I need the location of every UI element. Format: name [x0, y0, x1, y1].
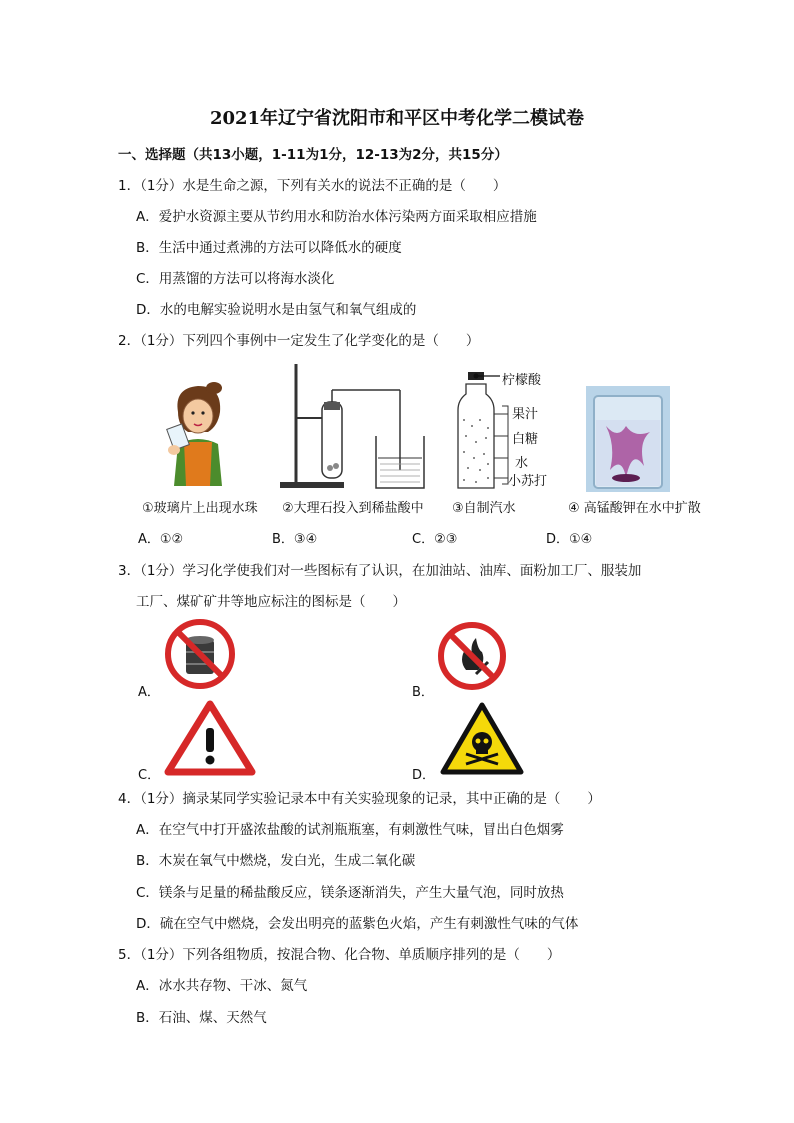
page-title: 2021年辽宁省沈阳市和平区中考化学二模试卷 — [209, 108, 585, 129]
caption-2: ②大理石投入到稀盐酸中 — [282, 501, 424, 516]
q5-option-a: A．冰水共存物、干冰、氮气 — [136, 978, 308, 994]
q2-option-b: B．③④ — [272, 532, 318, 547]
q4-option-c: C．镁条与足量的稀盐酸反应，镁条逐渐消失，产生大量气泡，同时放热 — [136, 885, 564, 901]
no-oil-drum-sign — [164, 618, 236, 690]
q3-option-c: C． — [138, 768, 161, 783]
label-water: 水 — [515, 456, 529, 471]
label-citric-acid: 柠檬酸 — [502, 373, 542, 388]
q1-option-a: A．爱护水资源主要从节约用水和防治水体污染两方面采取相应措施 — [136, 209, 537, 225]
section-heading: 一、选择题（共13小题，1-11为1分，12-13为2分，共15分） — [118, 147, 508, 163]
q3-stem-line2: 工厂、煤矿矿井等地应标注的图标是（ ） — [136, 594, 406, 610]
q1-stem: 1．（1分）水是生命之源，下列有关水的说法不正确的是（ ） — [118, 178, 507, 194]
q3-option-b: B． — [412, 685, 434, 700]
girl-glass-figure — [160, 382, 232, 490]
permanganate-beaker-figure — [586, 386, 670, 492]
q4-option-a: A．在空气中打开盛浓盐酸的试剂瓶瓶塞，有刺激性气味，冒出白色烟雾 — [136, 822, 564, 838]
q2-option-c: C．②③ — [412, 532, 458, 547]
label-juice: 果汁 — [512, 407, 539, 422]
q2-option-a: A．①② — [138, 532, 184, 547]
caption-4: ④ 高锰酸钾在水中扩散 — [568, 501, 701, 516]
q1-option-c: C．用蒸馏的方法可以将海水淡化 — [136, 271, 335, 287]
warning-exclamation-sign — [164, 700, 256, 776]
q1-option-b: B．生活中通过煮沸的方法可以降低水的硬度 — [136, 240, 402, 256]
q1-option-d: D．水的电解实验说明水是由氢气和氧气组成的 — [136, 302, 417, 318]
q3-option-a: A． — [138, 685, 160, 700]
label-sugar: 白糖 — [512, 432, 539, 447]
toxic-skull-sign — [440, 702, 524, 776]
caption-3: ③自制汽水 — [452, 501, 516, 516]
q3-option-d: D． — [412, 768, 436, 783]
q4-option-d: D．硫在空气中燃烧，会发出明亮的蓝紫色火焰，产生有刺激性气味的气体 — [136, 916, 579, 932]
q4-option-b: B．木炭在氧气中燃烧，发白光，生成二氧化碳 — [136, 853, 416, 869]
no-fire-sign — [436, 620, 508, 692]
q4-stem: 4．（1分）摘录某同学实验记录本中有关实验现象的记录，其中正确的是（ ） — [118, 791, 601, 807]
q2-stem: 2．（1分）下列四个事例中一定发生了化学变化的是（ ） — [118, 333, 480, 349]
q3-stem-line1: 3．（1分）学习化学使我们对一些图标有了认识，在加油站、油库、面粉加工厂、服装加 — [118, 563, 642, 579]
apparatus-figure — [270, 362, 430, 492]
caption-1: ①玻璃片上出现水珠 — [142, 501, 258, 516]
q5-option-b: B．石油、煤、天然气 — [136, 1010, 267, 1026]
q5-stem: 5．（1分）下列各组物质，按混合物、化合物、单质顺序排列的是（ ） — [118, 947, 561, 963]
label-baking-soda: 小苏打 — [508, 474, 548, 489]
q2-option-d: D．①④ — [546, 532, 593, 547]
